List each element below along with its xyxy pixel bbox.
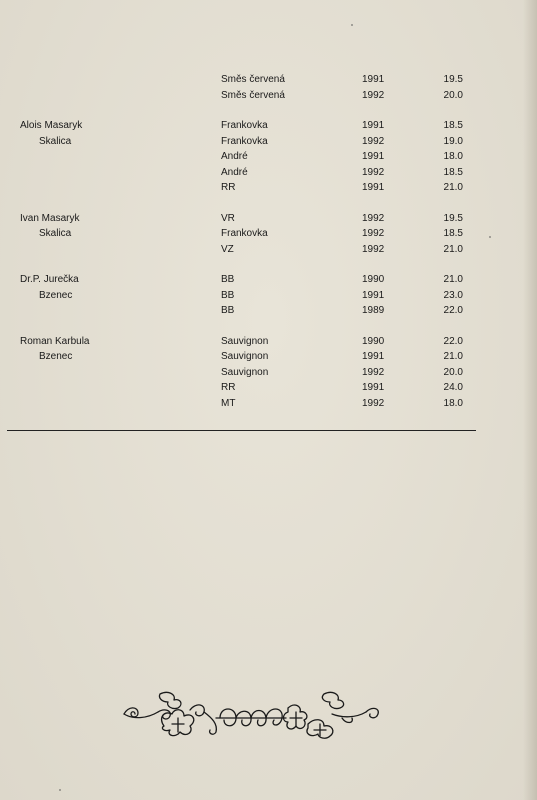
- score-value: 21.0: [443, 243, 463, 255]
- wine-name: André: [221, 151, 248, 162]
- wine-list: [0, 72, 537, 426]
- vine-scroll-ornament-icon: [120, 688, 382, 740]
- wine-name: Směs červená: [221, 74, 285, 85]
- wine-entry-row: [0, 334, 537, 350]
- grower-name: Dr.P. Jurečka: [20, 274, 79, 285]
- grower-place: Bzenec: [39, 289, 73, 301]
- paper-speck: [489, 236, 491, 238]
- vintage-year: 1991: [362, 74, 385, 85]
- score-value: 20.0: [443, 366, 463, 378]
- wine-name: BB: [221, 305, 235, 316]
- wine-name: BB: [221, 274, 235, 285]
- score-value: 19.0: [443, 135, 463, 147]
- score-value: 18.0: [443, 151, 463, 162]
- score-value: 23.0: [443, 289, 463, 301]
- wine-entry-row: [0, 272, 537, 288]
- vintage-year: 1989: [362, 305, 385, 316]
- wine-name: Frankovka: [221, 135, 268, 147]
- wine-name: BB: [221, 289, 235, 301]
- wine-entry-row: [0, 365, 537, 381]
- grower-name: Roman Karbula: [20, 335, 90, 347]
- wine-name: MT: [221, 397, 236, 409]
- wine-name: Sauvignon: [221, 351, 269, 362]
- wine-name: Frankovka: [221, 228, 268, 239]
- vintage-year: 1990: [362, 274, 385, 285]
- wine-entry-row: [0, 72, 537, 88]
- score-value: 20.0: [443, 89, 463, 101]
- vintage-year: 1990: [362, 335, 385, 347]
- grower-group: [0, 211, 537, 258]
- wine-entry-row: [0, 242, 537, 258]
- vintage-year: 1992: [362, 166, 385, 178]
- vintage-year: 1991: [362, 382, 385, 393]
- score-value: 22.0: [443, 305, 463, 316]
- paper-speck: [351, 24, 353, 26]
- grower-name: Alois Masaryk: [20, 120, 83, 131]
- grower-group: [0, 334, 537, 412]
- vintage-year: 1992: [362, 366, 385, 378]
- grower-group: [0, 72, 537, 103]
- grower-group: [0, 272, 537, 319]
- wine-name: André: [221, 166, 248, 178]
- wine-entry-row: [0, 88, 537, 104]
- paper-speck: [59, 789, 61, 791]
- score-value: 21.0: [443, 182, 463, 193]
- score-value: 18.0: [443, 397, 463, 409]
- score-value: 19.5: [443, 212, 463, 224]
- vintage-year: 1992: [362, 212, 385, 224]
- wine-name: RR: [221, 382, 236, 393]
- score-value: 21.0: [443, 351, 463, 362]
- wine-entry-row: [0, 149, 537, 165]
- wine-name: VR: [221, 212, 235, 224]
- vintage-year: 1991: [362, 182, 385, 193]
- wine-name: Sauvignon: [221, 366, 269, 378]
- wine-name: Frankovka: [221, 120, 268, 131]
- wine-name: RR: [221, 182, 236, 193]
- wine-name: VZ: [221, 243, 234, 255]
- grower-name: Ivan Masaryk: [20, 212, 80, 224]
- score-value: 18.5: [443, 166, 463, 178]
- vintage-year: 1992: [362, 228, 385, 239]
- wine-entry-row: [0, 165, 537, 181]
- score-value: 19.5: [443, 74, 463, 85]
- vintage-year: 1991: [362, 120, 385, 131]
- vintage-year: 1992: [362, 89, 385, 101]
- vintage-year: 1991: [362, 351, 385, 362]
- score-value: 18.5: [443, 228, 463, 239]
- wine-entry-row: [0, 180, 537, 196]
- score-value: 24.0: [443, 382, 463, 393]
- section-divider: [7, 430, 476, 431]
- vintage-year: 1991: [362, 151, 385, 162]
- wine-entry-row: [0, 134, 537, 150]
- wine-name: Sauvignon: [221, 335, 269, 347]
- wine-entry-row: [0, 211, 537, 227]
- vintage-year: 1991: [362, 289, 385, 301]
- grower-place: Skalica: [39, 228, 72, 239]
- wine-entry-row: [0, 396, 537, 412]
- score-value: 21.0: [443, 274, 463, 285]
- score-value: 18.5: [443, 120, 463, 131]
- vintage-year: 1992: [362, 243, 385, 255]
- grower-group: [0, 118, 537, 196]
- vintage-year: 1992: [362, 135, 385, 147]
- grower-place: Skalica: [39, 135, 72, 147]
- wine-entry-row: [0, 118, 537, 134]
- wine-entry-row: [0, 226, 537, 242]
- wine-entry-row: [0, 380, 537, 396]
- wine-entry-row: [0, 303, 537, 319]
- vintage-year: 1992: [362, 397, 385, 409]
- wine-name: Směs červená: [221, 89, 285, 101]
- wine-entry-row: [0, 288, 537, 304]
- score-value: 22.0: [443, 335, 463, 347]
- wine-entry-row: [0, 349, 537, 365]
- grower-place: Bzenec: [39, 351, 73, 362]
